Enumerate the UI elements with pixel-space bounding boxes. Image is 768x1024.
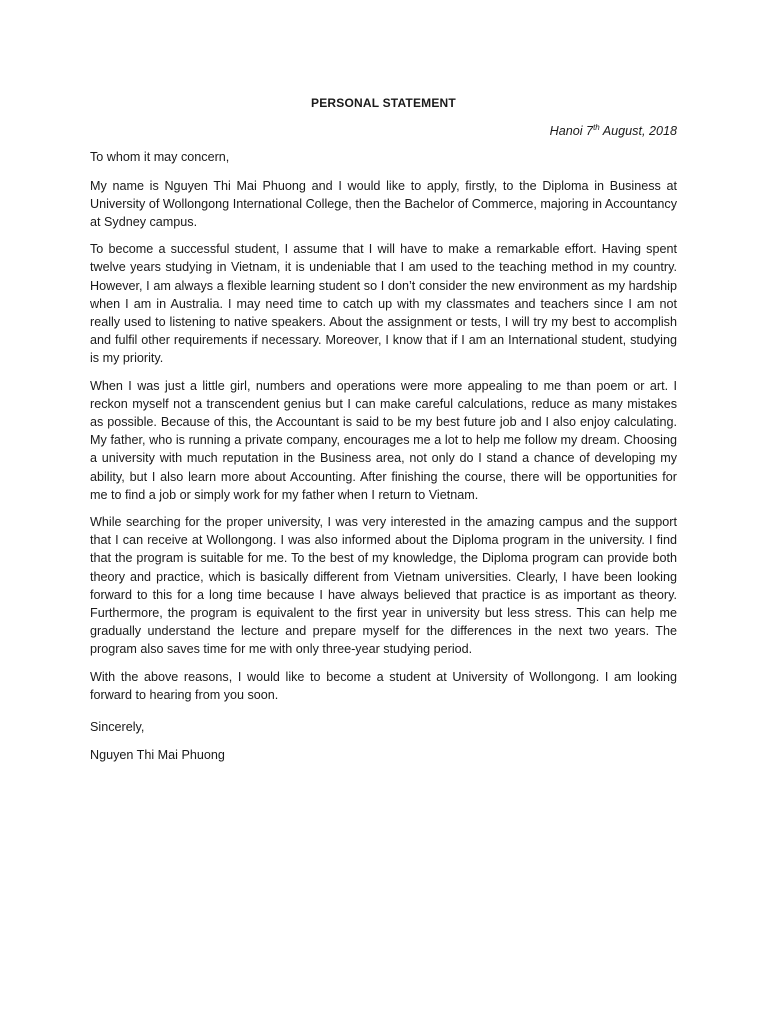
salutation: To whom it may concern,: [90, 150, 230, 165]
date-prefix: Hanoi 7: [549, 124, 594, 139]
signature-name: Nguyen Thi Mai Phuong: [90, 748, 225, 763]
document-page: [90, 94, 677, 765]
paragraph-wollongong: While searching for the proper university, I was very interested in the amazing campus and the support that I can receive at Wollongong. I was also informed about the Diploma program in the university. I find that the program is suitable for me. To the best of my knowledge, the Diploma program can provide both theory and practice, which is basically different from Vietnam universities. Clearly, I have been looking forward to this for a long time because I have always believed that practice is as important as theory. Furthermore, the program is equivalent to the first year in university but less stress. This can help me gradually understand the lecture and prepare myself for the differences in the next two years. The program also saves time for me with only three-year studying period.: [90, 515, 677, 657]
closing: Sincerely,: [90, 720, 145, 735]
paragraph-accounting: When I was just a little girl, numbers and operations were more appealing to me than poem or art. I reckon myself not a transcendent genius but I can make careful calculations, reduce as many mistakes as possible. Because of this, the Accountant is said to be my best future job and I also enjoy calculating. My father, who is running a private company, encourages me a lot to help me follow my dream. Choosing a university with much reputation in the Business area, not only do I stand a chance of developing my ability, but I also learn more about Accounting. After finishing the course, there will be opportunities for me to find a job or simply work for my father when I return to Vietnam.: [90, 378, 677, 502]
date-line: [90, 122, 677, 140]
paragraph-intro: My name is Nguyen Thi Mai Phuong and I would like to apply, firstly, to the Diploma in Business at University of Wollongong International College, then the Bachelor of Commerce, majoring in Accountancy at Sydney campus.: [90, 178, 677, 230]
date-suffix: August, 2018: [599, 124, 677, 139]
date-superscript: th: [593, 123, 600, 133]
paragraph-effort: To become a successful student, I assume that I will have to make a remarkable effort. Having spent twelve years studying in Vietnam, it is undeniable that I am used to the teaching method in my country. However, I am always a flexible learning student so I don’t consider the new environment as my hardship when I am in Australia. I may need time to catch up with my classmates and teachers since I am not really used to listening to native speakers. About the assignment or tests, I will try my best to accomplish and fulfil other requirements if necessary. Moreover, I know that if I am an International student, studying is my priority.: [90, 242, 677, 366]
document-title: PERSONAL STATEMENT: [311, 96, 456, 110]
paragraph-conclusion: With the above reasons, I would like to become a student at University of Wollongong. I am looking forward to hearing from you soon.: [90, 669, 677, 702]
